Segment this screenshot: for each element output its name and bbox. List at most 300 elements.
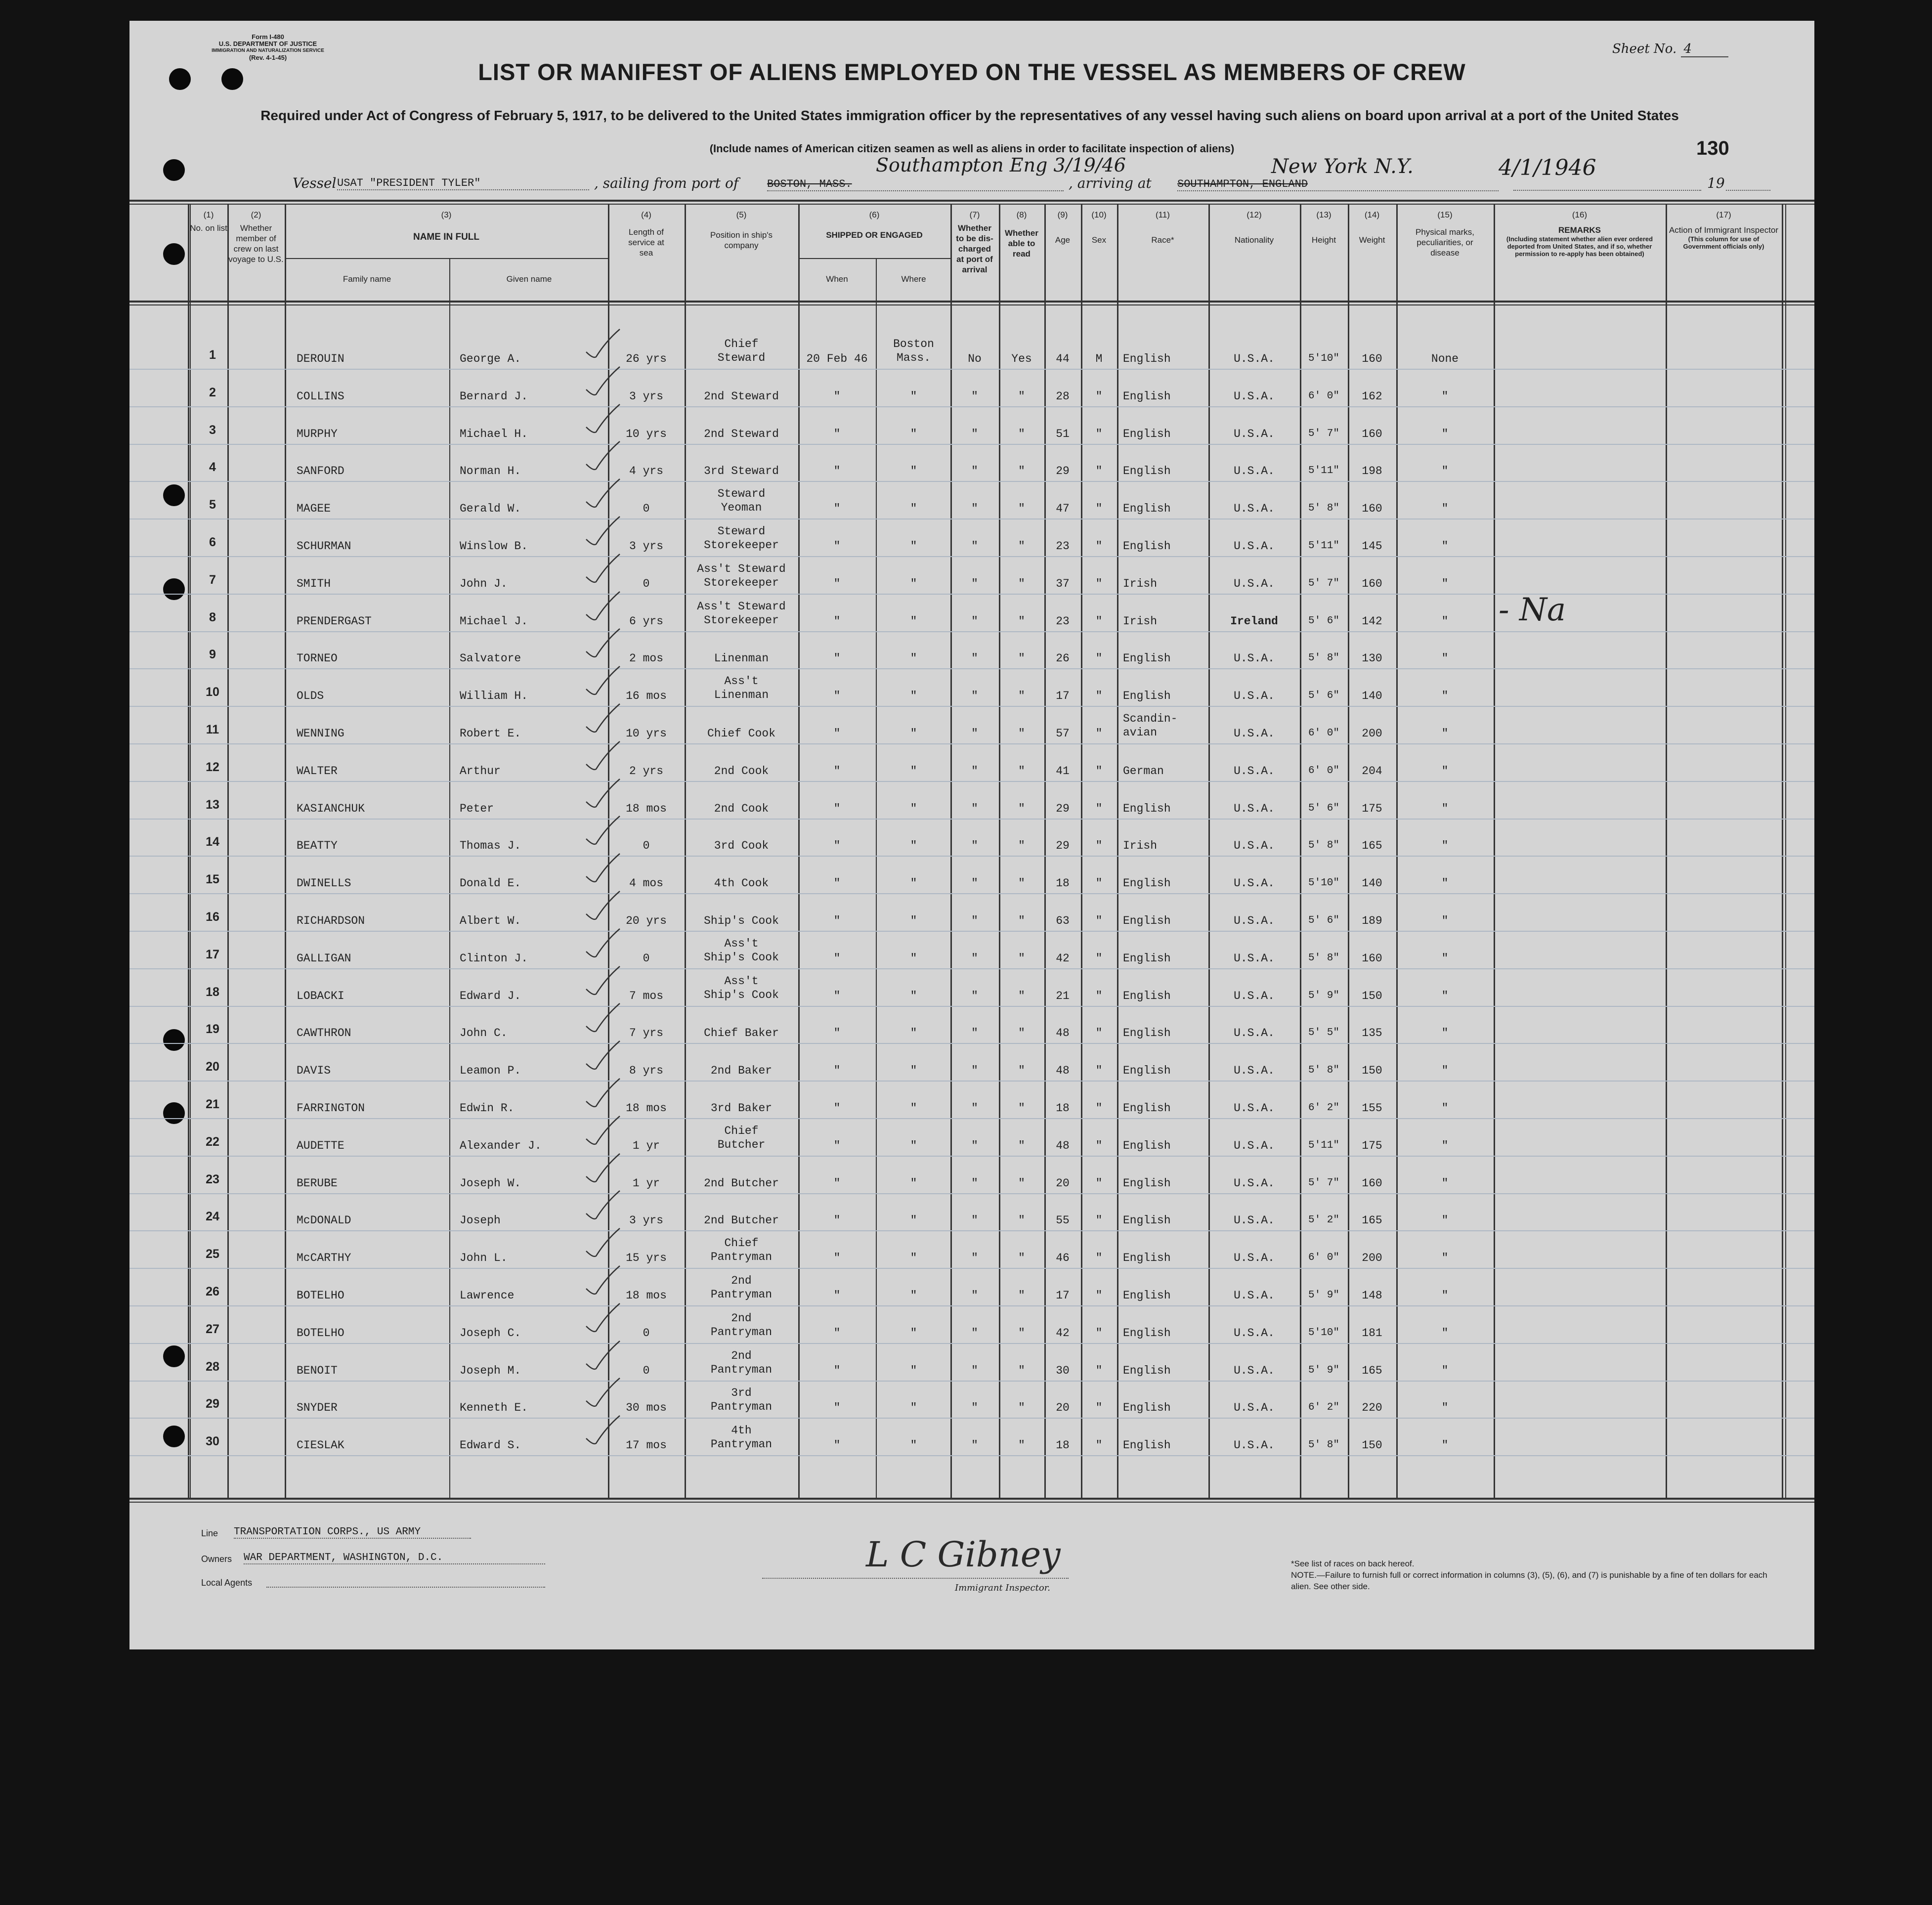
row-number: 30 — [206, 1434, 219, 1449]
cell-sex: " — [1095, 1176, 1103, 1190]
col-9-header: (9) Age — [1055, 210, 1071, 245]
cell-sex: " — [1095, 1027, 1103, 1040]
cell-service: 3 yrs — [629, 1214, 663, 1227]
cell-service: 20 yrs — [626, 914, 667, 927]
form-revision: (Rev. 4-1-45) — [249, 54, 287, 61]
cell-weight: 160 — [1362, 577, 1382, 590]
cell-race: English — [1123, 989, 1171, 1002]
cell-read: " — [1018, 1289, 1025, 1302]
cell-race: Irish — [1123, 577, 1158, 590]
cell-sex: " — [1095, 802, 1103, 815]
cell-nationality: U.S.A. — [1234, 427, 1275, 440]
cell-height: 5' 8" — [1308, 503, 1339, 515]
col-16-header: (16) REMARKS (Including statement whether alien ever ordered deported from United States, and if so, whether permission to re-apply has been obtained) — [1506, 210, 1653, 258]
cell-marks: " — [1441, 839, 1449, 853]
cell-sex: " — [1095, 1401, 1103, 1415]
cell-service: 6 yrs — [629, 614, 663, 628]
cell-nationality: U.S.A. — [1234, 540, 1275, 553]
cell-family: DEROUIN — [297, 352, 344, 365]
cell-race: English — [1123, 1214, 1171, 1227]
service-name: IMMIGRATION AND NATURALIZATION SERVICE — [212, 48, 324, 53]
arriving-port-typed: SOUTHAMPTON, ENGLAND — [1177, 178, 1499, 191]
cell-marks: " — [1441, 690, 1449, 703]
cell-sex: " — [1095, 1289, 1103, 1302]
cell-marks: " — [1441, 614, 1449, 628]
cell-given: Alexander J. — [460, 1139, 542, 1152]
department: U.S. DEPARTMENT OF JUSTICE — [218, 40, 317, 47]
cell-family: DWINELLS — [297, 877, 351, 890]
cell-height: 5' 9" — [1308, 1290, 1339, 1301]
cell-age: 28 — [1056, 390, 1070, 403]
cell-read: Yes — [1011, 352, 1032, 365]
cell-service: 30 mos — [626, 1401, 667, 1415]
cell-given: William H. — [460, 690, 528, 703]
cell-given: Michael J. — [460, 614, 528, 628]
cell-service: 0 — [643, 577, 650, 590]
cell-race: English — [1123, 952, 1171, 965]
cell-family: McDONALD — [297, 1214, 351, 1227]
cell-sex: " — [1095, 577, 1103, 590]
cell-race: English — [1123, 390, 1171, 403]
cell-discharged: " — [971, 1364, 978, 1377]
cell-race: English — [1123, 877, 1171, 890]
cell-given: Joseph M. — [460, 1364, 521, 1377]
cell-family: RICHARDSON — [297, 914, 365, 927]
cell-sex: " — [1095, 727, 1103, 740]
cell-height: 6' 2" — [1308, 1102, 1339, 1114]
row-rule — [129, 1118, 1814, 1119]
col-3b-header: Given name — [506, 274, 552, 284]
cell-given: John J. — [460, 577, 508, 590]
check-mark-icon — [583, 1113, 623, 1148]
row-rule — [129, 1305, 1814, 1306]
cell-family: BEATTY — [297, 839, 338, 853]
cell-where: " — [910, 1364, 917, 1377]
row-rule — [129, 1268, 1814, 1269]
cell-when: " — [833, 764, 841, 778]
cell-where: " — [910, 1214, 917, 1227]
cell-age: 51 — [1056, 427, 1070, 440]
cell-family: WENNING — [297, 727, 344, 740]
cell-sex: " — [1095, 1139, 1103, 1152]
cell-age: 48 — [1056, 1064, 1070, 1078]
cell-position: Ass't Ship's Cook — [704, 974, 779, 1001]
cell-race: English — [1123, 427, 1171, 440]
cell-nationality: U.S.A. — [1234, 1252, 1275, 1265]
local-agents-line — [266, 1587, 545, 1588]
cell-where: " — [910, 427, 917, 440]
cell-when: " — [833, 1214, 841, 1227]
cell-weight: 175 — [1362, 1139, 1382, 1152]
cell-sex: " — [1095, 1102, 1103, 1115]
row-number: 11 — [206, 723, 219, 736]
cell-marks: " — [1441, 1289, 1449, 1302]
cell-nationality: U.S.A. — [1234, 839, 1275, 853]
cell-position: 2nd Pantryman — [710, 1349, 773, 1376]
row-number: 24 — [206, 1210, 219, 1224]
cell-family: SNYDER — [297, 1401, 338, 1415]
cell-when: " — [833, 802, 841, 815]
check-mark-icon — [583, 626, 623, 660]
col-6b-header: Where — [901, 274, 926, 284]
cell-weight: 165 — [1362, 1364, 1382, 1377]
cell-age: 29 — [1056, 802, 1070, 815]
cell-given: Clinton J. — [460, 952, 528, 965]
cell-where: " — [910, 764, 917, 778]
cell-when: " — [833, 914, 841, 927]
cell-sex: " — [1095, 1064, 1103, 1078]
cell-when: " — [833, 839, 841, 853]
cell-position: 2nd Butcher — [704, 1214, 779, 1227]
cell-service: 0 — [643, 1326, 650, 1340]
cell-when: " — [833, 989, 841, 1002]
cell-height: 5'10" — [1308, 353, 1339, 364]
cell-marks: " — [1441, 1176, 1449, 1190]
cell-marks: " — [1441, 390, 1449, 403]
cell-nationality: U.S.A. — [1234, 764, 1275, 778]
cell-discharged: " — [971, 1289, 978, 1302]
cell-nationality: U.S.A. — [1234, 1102, 1275, 1115]
cell-race: German — [1123, 764, 1164, 778]
cell-weight: 165 — [1362, 1214, 1382, 1227]
cell-read: " — [1018, 577, 1025, 590]
cell-service: 18 mos — [626, 802, 667, 815]
cell-nationality: U.S.A. — [1234, 577, 1275, 590]
cell-service: 26 yrs — [626, 352, 667, 365]
cell-when: " — [833, 427, 841, 440]
cell-given: Joseph — [460, 1214, 501, 1227]
cell-where: " — [910, 502, 917, 516]
cell-service: 10 yrs — [626, 727, 667, 740]
cell-family: OLDS — [297, 690, 324, 703]
cell-sex: " — [1095, 614, 1103, 628]
cell-nationality: U.S.A. — [1234, 727, 1275, 740]
row-number: 19 — [206, 1022, 219, 1037]
cell-sex: " — [1095, 1439, 1103, 1452]
cell-race: Irish — [1123, 839, 1158, 853]
row-rule — [129, 893, 1814, 894]
cell-family: AUDETTE — [297, 1139, 344, 1152]
cell-position: Ass't Steward Storekeeper — [697, 562, 786, 589]
cell-marks: " — [1441, 1326, 1449, 1340]
cell-service: 3 yrs — [629, 540, 663, 553]
cell-age: 57 — [1056, 727, 1070, 740]
check-mark-icon — [583, 663, 623, 698]
cell-nationality: U.S.A. — [1234, 1064, 1275, 1078]
check-mark-icon — [583, 963, 623, 998]
row-rule — [129, 444, 1814, 445]
cell-discharged: " — [971, 1252, 978, 1265]
row-number: 22 — [206, 1134, 219, 1149]
cell-discharged: " — [971, 1139, 978, 1152]
cell-height: 5' 6" — [1308, 915, 1339, 926]
cell-where: " — [910, 914, 917, 927]
cell-nationality: U.S.A. — [1234, 1326, 1275, 1340]
cell-age: 41 — [1056, 764, 1070, 778]
cell-when: " — [833, 577, 841, 590]
cell-family: BENOIT — [297, 1364, 338, 1377]
cell-family: BOTELHO — [297, 1326, 344, 1340]
row-number: 28 — [206, 1359, 219, 1374]
cell-race: English — [1123, 1139, 1171, 1152]
cell-weight: 145 — [1362, 540, 1382, 553]
check-mark-icon — [583, 888, 623, 923]
cell-given: Joseph W. — [460, 1176, 521, 1190]
cell-where: " — [910, 1139, 917, 1152]
cell-service: 0 — [643, 952, 650, 965]
cell-position: Steward Yeoman — [717, 487, 766, 515]
cell-age: 48 — [1056, 1139, 1070, 1152]
arrival-date-handwritten: 4/1/1946 — [1499, 155, 1596, 180]
cell-age: 17 — [1056, 1289, 1070, 1302]
cell-nationality: U.S.A. — [1234, 877, 1275, 890]
cell-when: " — [833, 502, 841, 516]
row-number: 9 — [209, 648, 216, 662]
sheet-number: 4 — [1681, 42, 1728, 57]
col-3a-header: Family name — [343, 274, 391, 284]
sailing-port-typed: BOSTON, MASS. — [767, 178, 1064, 191]
cell-when: " — [833, 952, 841, 965]
cell-given: John C. — [460, 1027, 508, 1040]
check-mark-icon — [583, 1188, 623, 1222]
check-mark-icon — [583, 438, 623, 473]
cell-discharged: " — [971, 1027, 978, 1040]
check-mark-icon — [583, 738, 623, 773]
row-rule — [129, 1043, 1814, 1044]
cell-when: " — [833, 540, 841, 553]
cell-marks: " — [1441, 1027, 1449, 1040]
cell-height: 5' 8" — [1308, 952, 1339, 964]
cell-nationality: U.S.A. — [1234, 1364, 1275, 1377]
cell-service: 1 yr — [632, 1176, 660, 1190]
cell-given: Edward S. — [460, 1439, 521, 1452]
check-mark-icon — [583, 1000, 623, 1035]
cell-read: " — [1018, 1027, 1025, 1040]
cell-discharged: " — [971, 614, 978, 628]
cell-family: CIESLAK — [297, 1439, 344, 1452]
cell-height: 5' 7" — [1308, 1177, 1339, 1189]
row-number: 6 — [209, 535, 216, 549]
cell-age: 20 — [1056, 1401, 1070, 1415]
cell-nationality: U.S.A. — [1234, 1439, 1275, 1452]
check-mark-icon — [583, 514, 623, 548]
cell-race: English — [1123, 1326, 1171, 1340]
arriving-label: , arriving at — [1069, 175, 1152, 191]
cell-given: Donald E. — [460, 877, 521, 890]
cell-marks: " — [1441, 764, 1449, 778]
fine-note: NOTE.—Failure to furnish full or correct information in columns (3), (5), (6), and (7) is punishable by a fine of ten dollars for each alien. See other side. — [1291, 1570, 1767, 1591]
row-rule — [129, 556, 1814, 557]
cell-age: 29 — [1056, 465, 1070, 478]
cell-discharged: " — [971, 652, 978, 665]
cell-weight: 160 — [1362, 502, 1382, 516]
cell-when: " — [833, 1102, 841, 1115]
cell-marks: " — [1441, 989, 1449, 1002]
cell-height: 5' 7" — [1308, 577, 1339, 589]
cell-given: Joseph C. — [460, 1326, 521, 1340]
row-rule — [129, 1343, 1814, 1344]
owners-label: Owners — [201, 1554, 232, 1564]
row-rule — [129, 781, 1814, 782]
cell-read: " — [1018, 540, 1025, 553]
cell-height: 5' 6" — [1308, 615, 1339, 627]
cell-position: Chief Pantryman — [710, 1237, 773, 1264]
row-rule — [129, 1381, 1814, 1382]
cell-race: English — [1123, 690, 1171, 703]
cell-age: 44 — [1056, 352, 1070, 365]
cell-discharged: " — [971, 839, 978, 853]
cell-discharged: " — [971, 1439, 978, 1452]
row-number: 26 — [206, 1285, 219, 1299]
cell-read: " — [1018, 877, 1025, 890]
cell-height: 6' 2" — [1308, 1402, 1339, 1414]
cell-age: 37 — [1056, 577, 1070, 590]
cell-discharged: " — [971, 989, 978, 1002]
cell-read: " — [1018, 764, 1025, 778]
cell-discharged: " — [971, 764, 978, 778]
cell-family: DAVIS — [297, 1064, 331, 1078]
cell-service: 0 — [643, 1364, 650, 1377]
cell-marks: " — [1441, 465, 1449, 478]
check-mark-icon — [583, 401, 623, 436]
cell-given: Lawrence — [460, 1289, 515, 1302]
cell-marks: " — [1441, 877, 1449, 890]
cell-weight: 140 — [1362, 877, 1382, 890]
cell-given: George A. — [460, 352, 521, 365]
cell-height: 6' 0" — [1308, 765, 1339, 777]
row-number: 29 — [206, 1397, 219, 1411]
row-number: 23 — [206, 1172, 219, 1186]
cell-height: 5' 9" — [1308, 1364, 1339, 1376]
cell-read: " — [1018, 465, 1025, 478]
cell-where: " — [910, 1326, 917, 1340]
cell-read: " — [1018, 1214, 1025, 1227]
row-rule — [129, 856, 1814, 857]
cell-race: English — [1123, 914, 1171, 927]
col-6-header: (6) SHIPPED OR ENGAGED — [826, 210, 923, 240]
cell-given: Bernard J. — [460, 390, 528, 403]
cell-position: 3rd Cook — [714, 839, 769, 853]
cell-race: English — [1123, 1439, 1171, 1452]
cell-sex: " — [1095, 540, 1103, 553]
instruction-note: (Include names of American citizen seamen as well as aliens in order to facilitate inspection of aliens) — [709, 142, 1235, 155]
cell-age: 63 — [1056, 914, 1070, 927]
cell-family: MURPHY — [297, 427, 338, 440]
cell-where: " — [910, 1176, 917, 1190]
cell-family: LOBACKI — [297, 989, 344, 1002]
cell-marks: " — [1441, 952, 1449, 965]
sailing-label: , sailing from port of — [594, 175, 739, 191]
cell-service: 3 yrs — [629, 390, 663, 403]
cell-height: 5'11" — [1308, 1139, 1339, 1151]
cell-family: SMITH — [297, 577, 331, 590]
cell-where: " — [910, 989, 917, 1002]
check-mark-icon — [583, 813, 623, 848]
cell-where: " — [910, 577, 917, 590]
row-rule — [129, 706, 1814, 707]
row-rule — [129, 1156, 1814, 1157]
cell-marks: " — [1441, 1214, 1449, 1227]
cell-nationality: U.S.A. — [1234, 390, 1275, 403]
row-number: 27 — [206, 1322, 219, 1336]
cell-marks: " — [1441, 502, 1449, 516]
cell-marks: " — [1441, 1064, 1449, 1078]
cell-nationality: U.S.A. — [1234, 502, 1275, 516]
cell-position: Ass't Steward Storekeeper — [697, 600, 786, 627]
cell-discharged: " — [971, 1102, 978, 1115]
cell-sex: " — [1095, 1364, 1103, 1377]
check-mark-icon — [583, 1151, 623, 1185]
cell-age: 48 — [1056, 1027, 1070, 1040]
cell-position: 2nd Cook — [714, 802, 769, 815]
cell-given: Leamon P. — [460, 1064, 521, 1078]
cell-when: " — [833, 1439, 841, 1452]
cell-age: 47 — [1056, 502, 1070, 516]
cell-nationality: U.S.A. — [1234, 952, 1275, 965]
cell-position: 2nd Pantryman — [710, 1311, 773, 1339]
cell-age: 21 — [1056, 989, 1070, 1002]
cell-when: " — [833, 1326, 841, 1340]
cell-weight: 142 — [1362, 614, 1382, 628]
cell-when: " — [833, 727, 841, 740]
line-value: TRANSPORTATION CORPS., US ARMY — [234, 1526, 471, 1539]
cell-read: " — [1018, 952, 1025, 965]
cell-race: English — [1123, 652, 1171, 665]
cell-sex: " — [1095, 1252, 1103, 1265]
cell-race: English — [1123, 1401, 1171, 1415]
cell-weight: 220 — [1362, 1401, 1382, 1415]
cell-marks: " — [1441, 652, 1449, 665]
cell-age: 42 — [1056, 1326, 1070, 1340]
cell-read: " — [1018, 1102, 1025, 1115]
cell-age: 17 — [1056, 690, 1070, 703]
col-6a-header: When — [826, 274, 848, 284]
col-4-header: (4) Length of service at sea — [628, 210, 664, 258]
row-number: 8 — [209, 610, 216, 624]
cell-marks: " — [1441, 577, 1449, 590]
row-number: 10 — [206, 685, 219, 699]
cell-height: 5' 9" — [1308, 990, 1339, 1001]
cell-age: 42 — [1056, 952, 1070, 965]
cell-age: 55 — [1056, 1214, 1070, 1227]
cell-age: 23 — [1056, 540, 1070, 553]
cell-where: " — [910, 1102, 917, 1115]
cell-height: 5' 7" — [1308, 428, 1339, 439]
cell-read: " — [1018, 1439, 1025, 1452]
cell-weight: 155 — [1362, 1102, 1382, 1115]
cell-sex: " — [1095, 989, 1103, 1002]
cell-nationality: U.S.A. — [1234, 652, 1275, 665]
cell-family: McCARTHY — [297, 1252, 351, 1265]
cell-weight: 198 — [1362, 465, 1382, 478]
cell-when: " — [833, 614, 841, 628]
row-number: 2 — [209, 385, 216, 399]
vessel-label: Vessel — [293, 175, 337, 191]
cell-discharged: " — [971, 727, 978, 740]
cell-weight: 160 — [1362, 352, 1382, 365]
cell-when: " — [833, 1027, 841, 1040]
cell-when: " — [833, 1364, 841, 1377]
cell-marks: " — [1441, 727, 1449, 740]
cell-where: " — [910, 1439, 917, 1452]
cell-race: English — [1123, 1027, 1171, 1040]
cell-position: Chief Steward — [717, 338, 766, 364]
cell-sex: " — [1095, 764, 1103, 778]
cell-weight: 140 — [1362, 690, 1382, 703]
cell-sex: " — [1095, 952, 1103, 965]
cell-position: Ship's Cook — [704, 914, 779, 927]
cell-sex: " — [1095, 1214, 1103, 1227]
